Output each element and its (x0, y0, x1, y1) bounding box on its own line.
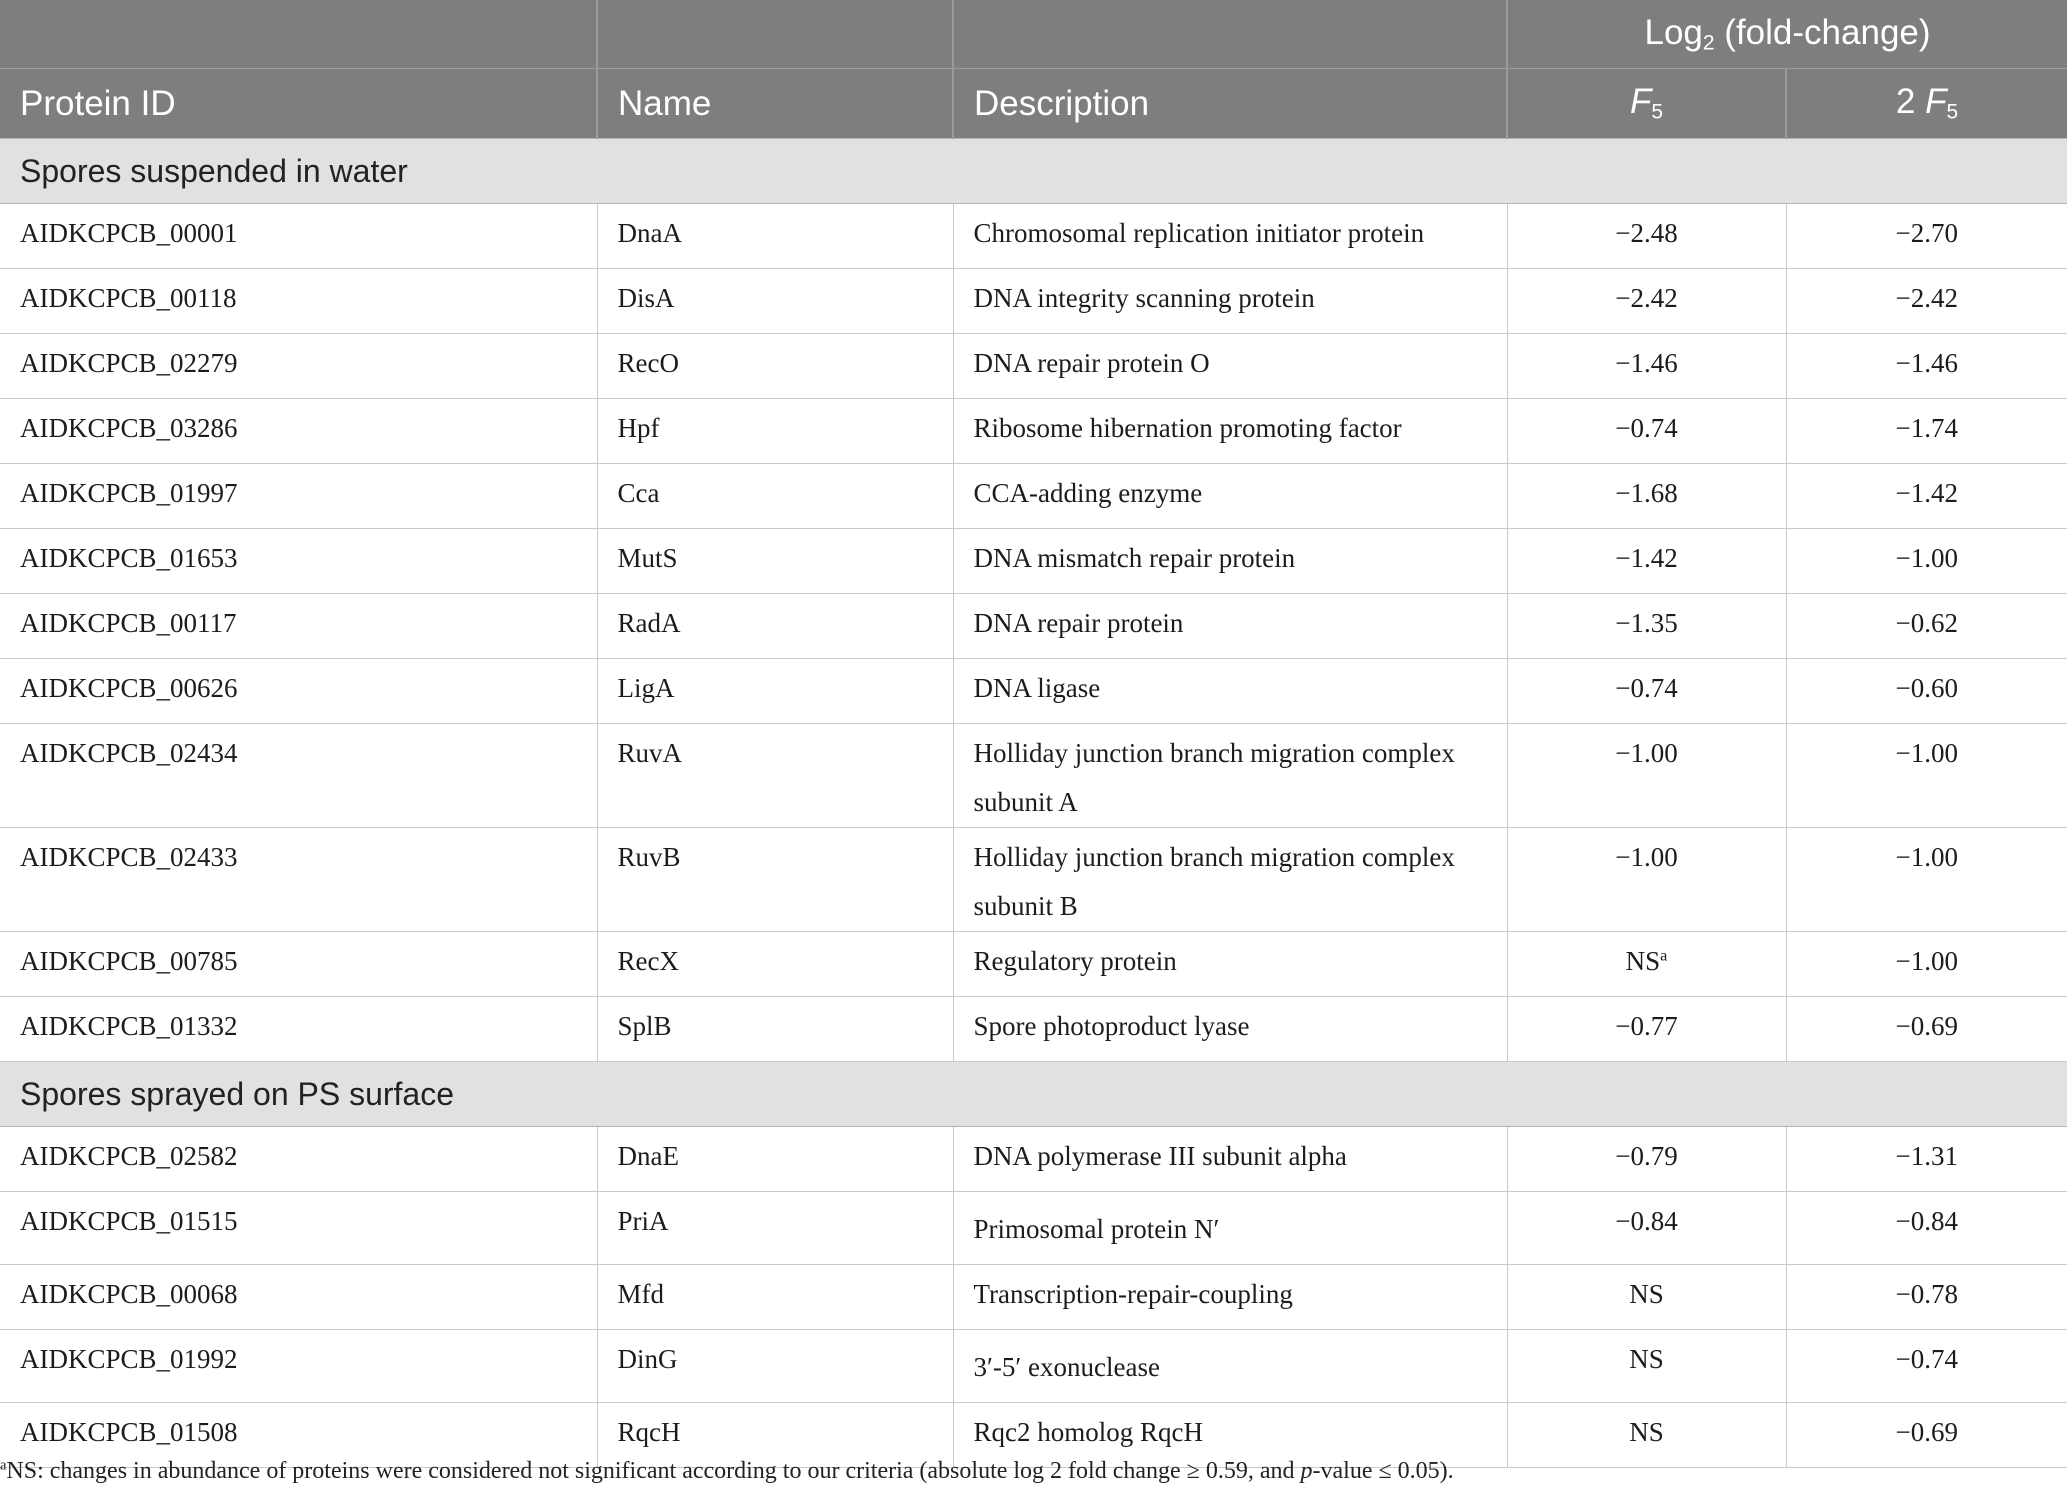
f5-value-cell-text: −1.68 (1615, 478, 1678, 508)
2f5-value-cell (1786, 997, 2067, 1062)
table-row (0, 334, 2067, 399)
description-cell (953, 1127, 1507, 1192)
2f5-value-cell-text: −1.46 (1895, 348, 1958, 378)
description-cell-text: Primosomal protein N′ (973, 1214, 1220, 1244)
description-cell-text: DNA integrity scanning protein (973, 283, 1315, 313)
description-cell-text: Holliday junction branch migration complex subunit B (973, 842, 1455, 921)
f5-value-cell (1507, 828, 1786, 932)
description-cell (953, 997, 1507, 1062)
name-cell-text: RecO (617, 348, 679, 378)
name-cell-text: RuvA (617, 738, 683, 768)
description-cell (953, 399, 1507, 464)
name-cell-text: SplB (617, 1011, 672, 1041)
protein-id-cell-text: AIDKCPCB_00785 (20, 946, 238, 976)
description-cell-text: CCA-adding enzyme (973, 478, 1203, 508)
name-cell (597, 932, 953, 997)
name-cell-text: DisA (617, 283, 675, 313)
table-header (0, 0, 2067, 139)
table-row (0, 724, 2067, 828)
name-cell (597, 269, 953, 334)
2f5-value-cell (1786, 594, 2067, 659)
table-row (0, 204, 2067, 269)
description-cell-text: Transcription-repair-coupling (973, 1279, 1293, 1309)
f5-value-cell-text: −2.48 (1615, 218, 1678, 248)
description-cell-text: 3′-5′ exonuclease (973, 1352, 1160, 1382)
table-row (0, 1330, 2067, 1403)
2f5-value-cell (1786, 529, 2067, 594)
table-row (0, 1192, 2067, 1265)
protein-id-cell (0, 1192, 597, 1265)
table-body (0, 139, 2067, 1468)
f5-value-cell-text: NS (1625, 946, 1661, 976)
table-row (0, 932, 2067, 997)
description-cell (953, 334, 1507, 399)
f5-value-cell (1507, 204, 1786, 269)
f5-value-cell (1507, 724, 1786, 828)
f5-value-cell-text: −1.46 (1615, 348, 1678, 378)
2f5-value-cell (1786, 828, 2067, 932)
name-cell-text: DinG (617, 1344, 678, 1374)
protein-id-cell-text: AIDKCPCB_00068 (20, 1279, 238, 1309)
2f5-value-cell-text: −0.62 (1895, 608, 1958, 638)
column-header-name: Name (597, 69, 953, 139)
name-cell-text: DnaE (617, 1141, 679, 1171)
header-empty-cell (0, 0, 597, 69)
f5-value-cell-text: −0.74 (1615, 673, 1678, 703)
2f5-value-cell (1786, 464, 2067, 529)
2f5-value-cell (1786, 1265, 2067, 1330)
2f5-value-cell-text: −0.69 (1895, 1417, 1958, 1447)
2f5-value-cell-text: −1.00 (1895, 543, 1958, 573)
name-cell-text: RuvB (617, 842, 681, 872)
protein-id-cell (0, 204, 597, 269)
description-cell-text: Regulatory protein (973, 946, 1177, 976)
protein-id-cell-text: AIDKCPCB_02582 (20, 1141, 238, 1171)
protein-id-cell-text: AIDKCPCB_01515 (20, 1206, 238, 1236)
name-cell (597, 724, 953, 828)
f5-value-cell-text: −1.42 (1615, 543, 1678, 573)
f5-value-cell-text: −0.74 (1615, 413, 1678, 443)
2f5-value-cell (1786, 334, 2067, 399)
f5-value-cell-text: −0.79 (1615, 1141, 1678, 1171)
2f5-value-cell (1786, 1330, 2067, 1403)
description-cell-text: DNA repair protein O (973, 348, 1210, 378)
name-cell-text: DnaA (617, 218, 682, 248)
table-row (0, 269, 2067, 334)
name-cell-text: Cca (617, 478, 660, 508)
name-cell-text: Mfd (617, 1279, 664, 1309)
description-cell-text: Spore photoproduct lyase (973, 1011, 1250, 1041)
name-cell (597, 1192, 953, 1265)
table-row (0, 659, 2067, 724)
name-cell (597, 1265, 953, 1330)
2f5-value-cell (1786, 399, 2067, 464)
name-cell (597, 399, 953, 464)
f5-value-cell (1507, 997, 1786, 1062)
f5-value-cell-text: NS (1629, 1344, 1664, 1374)
protein-id-cell-text: AIDKCPCB_00118 (20, 283, 237, 313)
protein-id-cell (0, 932, 597, 997)
name-cell-text: MutS (617, 543, 678, 573)
table-row (0, 828, 2067, 932)
description-cell (953, 659, 1507, 724)
description-cell (953, 1192, 1507, 1265)
f5-value-cell (1507, 1330, 1786, 1403)
2f5-value-cell-text: −0.74 (1895, 1344, 1958, 1374)
table-row (0, 464, 2067, 529)
protein-id-cell-text: AIDKCPCB_00626 (20, 673, 238, 703)
2f5-value-cell-text: −1.42 (1895, 478, 1958, 508)
protein-id-cell-text: AIDKCPCB_02433 (20, 842, 238, 872)
2f5-value-cell-text: −2.42 (1895, 283, 1958, 313)
description-cell (953, 828, 1507, 932)
description-cell-text: DNA polymerase III subunit alpha (973, 1141, 1347, 1171)
2f5-value-cell (1786, 1192, 2067, 1265)
protein-id-cell-text: AIDKCPCB_00001 (20, 218, 238, 248)
name-cell (597, 997, 953, 1062)
2f5-value-cell (1786, 724, 2067, 828)
f5-value-cell-text: NS (1629, 1279, 1664, 1309)
description-cell-text: DNA repair protein (973, 608, 1184, 638)
2f5-value-cell (1786, 1403, 2067, 1468)
description-cell (953, 204, 1507, 269)
table-row (0, 594, 2067, 659)
2f5-value-cell-text: −0.84 (1895, 1206, 1958, 1236)
name-cell-text: Hpf (617, 413, 660, 443)
f5-value-cell (1507, 1127, 1786, 1192)
description-cell-text: Rqc2 homolog RqcH (973, 1417, 1203, 1447)
protein-id-cell (0, 724, 597, 828)
f5-value-cell (1507, 1403, 1786, 1468)
name-cell (597, 828, 953, 932)
protein-id-cell-text: AIDKCPCB_03286 (20, 413, 238, 443)
description-cell (953, 594, 1507, 659)
f5-value-cell-text: NS (1629, 1417, 1664, 1447)
2f5-value-cell (1786, 659, 2067, 724)
f5-value-cell (1507, 659, 1786, 724)
protein-id-cell (0, 659, 597, 724)
f5-value-cell-text: −1.35 (1615, 608, 1678, 638)
protein-id-cell-text: AIDKCPCB_00117 (20, 608, 237, 638)
2f5-value-cell-text: −1.00 (1895, 738, 1958, 768)
description-cell (953, 269, 1507, 334)
f5-value-cell-text: −2.42 (1615, 283, 1678, 313)
description-cell-text: Holliday junction branch migration complex subunit A (973, 738, 1455, 817)
table-row (0, 399, 2067, 464)
section-header-row (0, 1062, 2067, 1127)
f5-value-cell-text: −1.00 (1615, 842, 1678, 872)
f5-value-cell (1507, 464, 1786, 529)
2f5-value-cell-text: −1.00 (1895, 946, 1958, 976)
protein-id-cell (0, 828, 597, 932)
description-cell (953, 1330, 1507, 1403)
protein-id-cell-text: AIDKCPCB_02434 (20, 738, 238, 768)
2f5-value-cell (1786, 932, 2067, 997)
protein-id-cell (0, 269, 597, 334)
protein-id-cell-text: AIDKCPCB_01653 (20, 543, 238, 573)
protein-id-cell (0, 464, 597, 529)
name-cell-text: RqcH (617, 1417, 681, 1447)
2f5-value-cell-text: −0.60 (1895, 673, 1958, 703)
protein-id-cell (0, 1330, 597, 1403)
f5-value-cell (1507, 334, 1786, 399)
f5-value-cell (1507, 1192, 1786, 1265)
f5-value-cell (1507, 529, 1786, 594)
table-row (0, 1127, 2067, 1192)
section-header-row (0, 139, 2067, 204)
table-row (0, 1265, 2067, 1330)
protein-id-cell-text: AIDKCPCB_02279 (20, 348, 238, 378)
f5-value-cell-text: −0.84 (1615, 1206, 1678, 1236)
f5-value-cell (1507, 1265, 1786, 1330)
name-cell (597, 334, 953, 399)
description-cell-text: Ribosome hibernation promoting factor (973, 413, 1402, 443)
description-cell (953, 464, 1507, 529)
description-cell (953, 932, 1507, 997)
name-cell-text: PriA (617, 1206, 669, 1236)
f5-value-cell (1507, 269, 1786, 334)
column-header-protein-id: Protein ID (0, 69, 597, 139)
name-cell-text: RadA (617, 608, 681, 638)
f5-value-cell-text: −0.77 (1615, 1011, 1678, 1041)
protein-id-cell (0, 594, 597, 659)
protein-id-cell-text: AIDKCPCB_01332 (20, 1011, 238, 1041)
protein-id-cell-text: AIDKCPCB_01992 (20, 1344, 238, 1374)
description-cell (953, 529, 1507, 594)
protein-id-cell-text: AIDKCPCB_01508 (20, 1417, 238, 1447)
2f5-value-cell-text: −1.74 (1895, 413, 1958, 443)
2f5-value-cell (1786, 269, 2067, 334)
description-cell-text: Chromosomal replication initiator protein (973, 218, 1425, 248)
table-row (0, 997, 2067, 1062)
section-title: Spores suspended in water (0, 139, 2067, 204)
description-cell-text: DNA ligase (973, 673, 1101, 703)
name-cell-text: LigA (617, 673, 675, 703)
footnote: $^a$NS: changes in abundance of proteins were considered not significant according to our criteria (absolute log 2 fold change ≥ 0.59, and p-value ≤ 0.05). (0, 1457, 1454, 1484)
description-cell-text: DNA mismatch repair protein (973, 543, 1296, 573)
name-cell-text: RecX (617, 946, 679, 976)
column-header-2f5: 2 $F_5$ (1786, 69, 2067, 139)
name-cell (597, 1127, 953, 1192)
name-cell (597, 529, 953, 594)
protein-id-cell-text: AIDKCPCB_01997 (20, 478, 238, 508)
2f5-value-cell-text: −1.31 (1895, 1141, 1958, 1171)
log2-fold-change-header: Log$_2$ (fold-change) (1507, 0, 2067, 69)
header-empty-cell (597, 0, 953, 69)
protein-id-cell (0, 334, 597, 399)
2f5-value-cell (1786, 1127, 2067, 1192)
2f5-value-cell-text: −0.78 (1895, 1279, 1958, 1309)
description-cell (953, 1265, 1507, 1330)
name-cell (597, 204, 953, 269)
name-cell (597, 1330, 953, 1403)
f5-value-cell (1507, 932, 1786, 997)
protein-id-cell (0, 529, 597, 594)
f5-value-cell (1507, 594, 1786, 659)
footnote-marker: a (1660, 946, 1668, 965)
column-header-f5: $F_5$ (1507, 69, 1786, 139)
name-cell (597, 659, 953, 724)
header-empty-cell (953, 0, 1507, 69)
name-cell (597, 464, 953, 529)
protein-id-cell (0, 399, 597, 464)
name-cell (597, 594, 953, 659)
table-row (0, 529, 2067, 594)
f5-value-cell-text: −1.00 (1615, 738, 1678, 768)
protein-id-cell (0, 1265, 597, 1330)
protein-id-cell (0, 1127, 597, 1192)
description-cell (953, 724, 1507, 828)
f5-value-cell (1507, 399, 1786, 464)
2f5-value-cell (1786, 204, 2067, 269)
2f5-value-cell-text: −2.70 (1895, 218, 1958, 248)
2f5-value-cell-text: −0.69 (1895, 1011, 1958, 1041)
column-header-description: Description (953, 69, 1507, 139)
protein-id-cell (0, 997, 597, 1062)
section-title: Spores sprayed on PS surface (0, 1062, 2067, 1127)
2f5-value-cell-text: −1.00 (1895, 842, 1958, 872)
